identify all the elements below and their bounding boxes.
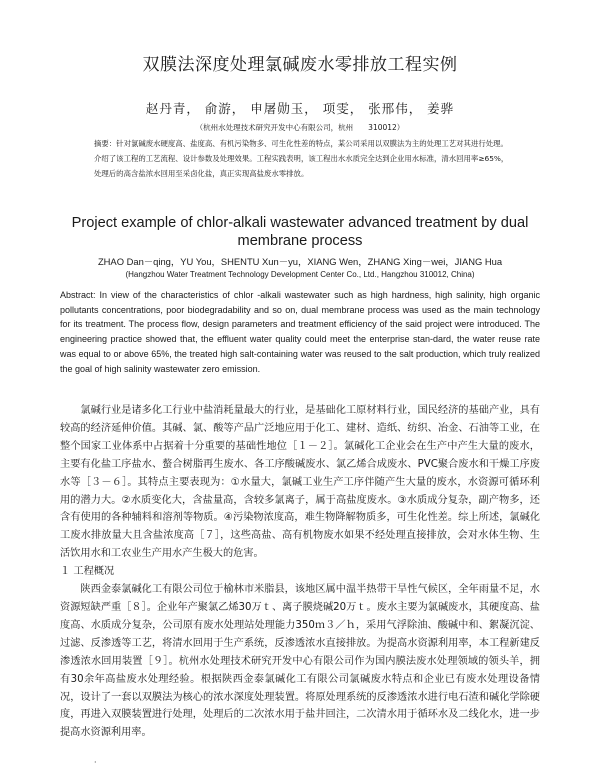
chinese-authors: 赵丹青， 俞游， 申屠勋玉， 项雯， 张邢伟， 姜骅 xyxy=(145,101,455,116)
chinese-abstract: 摘要：针对氯碱废水硬度高、盐度高、有机污染物多、可生化性差的特点，某公司采用以双膜法为主的处理工艺对其进行处理。介绍了该工程的工艺流程、设计参数及处理效果。工程实践表明，该工程出水水质完全达到企业用水标准，清水回用率≥65%，处理后的高含盐浓水回用至采卤化盐，真正实现高盐废水零排放。 xyxy=(94,139,509,178)
english-abstract xyxy=(60,288,540,376)
english-title: Project example of chlor-alkali wastewater advanced treatment by dual membrane process xyxy=(71,215,529,249)
chinese-affiliation: （杭州水处理技术研究开发中心有限公司，杭州 310012） xyxy=(195,123,405,132)
section-heading: １ 工程概况 xyxy=(60,566,115,578)
english-affiliation: (Hangzhou Water Treatment Technology Development Center Co., Ltd., Hangzhou 310012, China) xyxy=(125,270,475,279)
english-authors: ZHAO Dan－qing，YU You，SHENTU Xun－yu，XIANG Wen，ZHANG Xing－wei，JIANG Hua xyxy=(97,256,503,267)
page-mark: · xyxy=(94,758,97,767)
intro-paragraph: 氯碱行业是诸多化工行业中盐消耗量最大的行业，是基础化工原材料行业，国民经济的基础产业，具有较高的经济延伸价值。其碱、氯、酸等产品广泛地应用于化工、建材、造纸、纺织、冶金、石油等工业，在整个国家工业体系中占据着十分重要的基础性地位［１－２］。氯碱化工企业会在生产中产生大量的废水，主要有化盐工序盐水、螯合树脂再生废水、各工序酸碱废水、氯乙烯合成废水、PVC聚合废水和干燥工序废水等［３－６］。其特点主要表现为：①水量大，氯碱工业生产工序伴随产生大量的废水，水资源可循环利用的潜力大。②水质变化大，含盐量高，含较多氯离子，属于高盐度废水。③水质成分复杂，副产物多，还含有使用的各种辅料和溶剂等物质。④污染物浓度高，难生物降解物质多，可生化性差。综上所述，氯碱化工废水排放量大且含盐浓度高［７］，这些高盐、高有机物废水如果不经处理直接排放，会对水体生物、生活饮用水和工农业生产用水产生极大的危害。 xyxy=(60,405,540,560)
abstract-text: In view of the characteristics of chlor -alkali wastewater such as high hardness, high salinity, high organic pollutants concentrations, poor biodegradability and so on, dual membrane process was used as the main technology for its treatment. The process flow, design parameters and treatment efficiency of the said project were introduced. The engineering practice showed that, the effluent water quality could meet the enterprise stan-dard, the water reuse rate was equal to or above 65%, the treated high salt-containing water was reused to the salt production, which truly realized the goal of high salinity wastewater zero emission. xyxy=(60,290,540,374)
abstract-label: Abstract: xyxy=(60,290,96,300)
body-text xyxy=(60,402,540,742)
chinese-title: 双膜法深度处理氯碱废水零排放工程实例 xyxy=(142,55,458,75)
section-paragraph: 陕西金泰氯碱化工有限公司位于榆林市米脂县，该地区属中温半热带干旱性气候区，全年雨量不足，水资源短缺严重［８］。企业年产聚氯乙烯30万ｔ、离子膜烧碱20万ｔ。废水主要为氯碱废水，其硬度高、盐度高、水质成分复杂，公司原有废水处理站处理能力350ｍ３／ｈ，采用气浮除油、酸碱中和、絮凝沉淀、过滤、反渗透等工艺，将清水回用于生产系统，反渗透浓水直接排放。为提高水资源利用率，本工程新建反渗透浓水回用装置［９］。杭州水处理技术研究开发中心有限公司作为国内膜法废水处理领域的领头羊，拥有30余年高盐废水处理经验。根据陕西金泰氯碱化工有限公司氯碱废水特点和企业已有废水处理设备情况，设计了一套以双膜法为核心的浓水深度处理装置。将原处理系统的反渗透浓水进行电石渣和碱化学除硬度，再进入双膜装置进行处理，处理后的二次浓水用于盐井回注，二次清水用于循环水及二线化水，进一步提高水资源利用率。 xyxy=(60,584,540,739)
